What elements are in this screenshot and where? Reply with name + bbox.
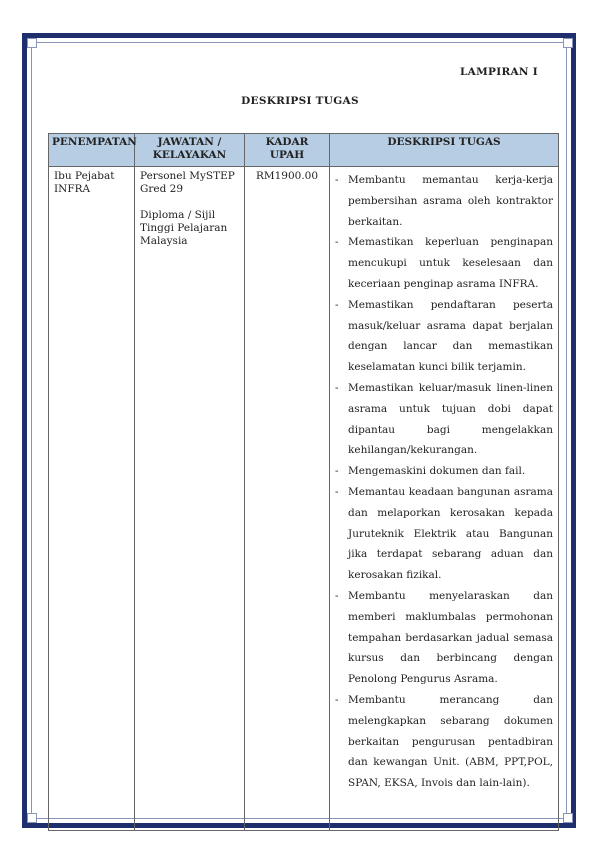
- appendix-label: LAMPIRAN I: [460, 66, 538, 78]
- task-list: [335, 170, 553, 794]
- list-item: - Memantau keadaan bangunan asrama dan melaporkan kerosakan kepada Juruteknik Elektrik atau Bangunan jika terdapat sebarang aduan dan kerosakan fizikal.: [335, 485, 553, 582]
- page-title: DESKRIPSI TUGAS: [241, 95, 359, 107]
- table-row: [49, 167, 559, 831]
- list-item: - Memastikan keluar/masuk linen-linen asrama untuk tujuan dobi dapat dipantau bagi mengelakkan kehilangan/kekurangan.: [335, 381, 553, 457]
- corner-ornament: [27, 38, 37, 48]
- jawatan-value: Personel MySTEP Gred 29: [140, 170, 235, 195]
- header-jawatan: JAWATAN / KELAYAKAN: [135, 134, 245, 167]
- job-description-table: [48, 133, 559, 831]
- header-kadar-upah: KADAR UPAH: [245, 134, 330, 167]
- list-item: - Mengemaskini dokumen dan fail.: [335, 465, 526, 478]
- table-header-row: [49, 134, 559, 167]
- cell-penempatan: [49, 167, 135, 831]
- list-item: - Membantu menyelaraskan dan memberi maklumbalas permohonan tempahan berdasarkan jadual semasa kursus dan berbincang dengan Penolong Pengurus Asrama.: [335, 589, 553, 686]
- list-item: - Membantu merancang dan melengkapkan sebarang dokumen berkaitan pengurusan pentadbiran dan kewangan Unit. (ABM, PPT,POL, SPAN, EKSA, Invois dan lain-lain).: [335, 693, 553, 790]
- cell-deskripsi: [330, 167, 559, 831]
- cell-kadar-upah: [245, 167, 330, 831]
- cell-jawatan: [135, 167, 245, 831]
- corner-ornament: [563, 38, 573, 48]
- kelayakan-value: Diploma / Sijil Tinggi Pelajaran Malaysia: [140, 209, 228, 247]
- header-penempatan: PENEMPATAN: [49, 134, 135, 167]
- header-deskripsi: DESKRIPSI TUGAS: [330, 134, 559, 167]
- list-item: - Memastikan pendaftaran peserta masuk/keluar asrama dapat berjalan dengan lancar dan memastikan keselamatan kunci bilik terjamin.: [335, 298, 553, 374]
- corner-ornament: [27, 813, 37, 823]
- kadar-upah-value: RM1900.00: [255, 170, 319, 182]
- list-item: - Memastikan keperluan penginapan mencukupi untuk keselesaan dan keceriaan penginap asrama INFRA.: [335, 236, 553, 290]
- corner-ornament: [563, 813, 573, 823]
- list-item: - Membantu memantau kerja-kerja pembersihan asrama oleh kontraktor berkaitan.: [335, 174, 553, 228]
- penempatan-value: Ibu Pejabat INFRA: [54, 170, 115, 195]
